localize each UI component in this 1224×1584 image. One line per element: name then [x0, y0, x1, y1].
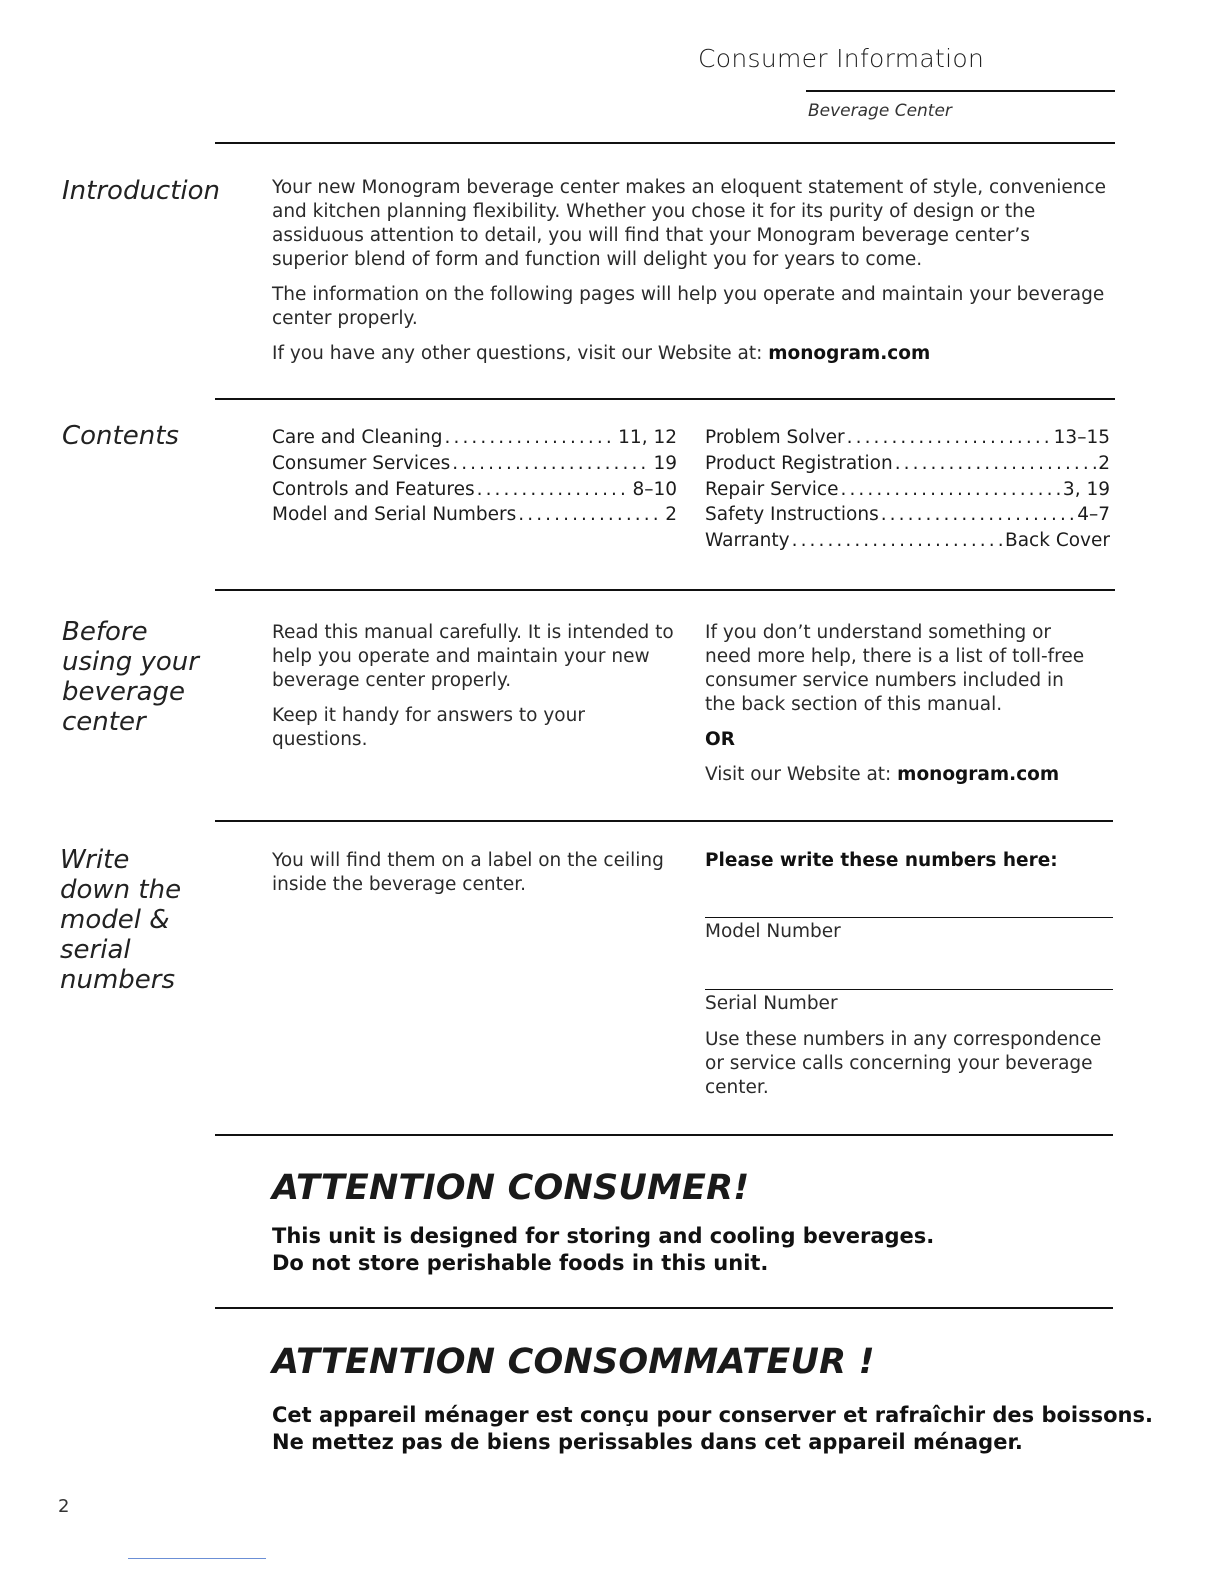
attention-consommateur-text	[272, 1402, 1153, 1456]
toc-label: Warranty	[705, 530, 790, 552]
toc-leader	[477, 477, 631, 503]
section-divider	[215, 1307, 1113, 1309]
introduction-paragraph: The information on the following pages will help you operate and maintain your beverage center properly.	[272, 284, 1105, 329]
before-using-heading	[62, 617, 199, 737]
toc-leader	[847, 425, 1052, 451]
toc-page: 2	[1098, 452, 1110, 474]
paragraph: You will find them on a label on the ceiling inside the beverage center.	[272, 850, 664, 895]
section-divider	[215, 142, 1115, 144]
toc-entry[interactable]	[272, 477, 677, 503]
model-number-write-line[interactable]	[705, 917, 1113, 918]
toc-label: Controls and Features	[272, 478, 475, 500]
introduction-paragraph: Your new Monogram beverage center makes an eloquent statement of style, convenience and kitchen planning flexibility. Whether you chose it for its purity of design or the assiduous attention to detail, you will find that your Monogram beverage center’s superior blend of form and function will delight you for years to come.	[272, 177, 1107, 270]
warning-line: Do not store perishable foods in this unit.	[272, 1251, 769, 1275]
warning-line: Cet appareil ménager est conçu pour conserver et rafraîchir des boissons.	[272, 1403, 1153, 1427]
attention-consumer-text	[272, 1223, 934, 1277]
website-line	[705, 763, 1100, 787]
header-divider	[806, 90, 1115, 92]
attention-consommateur-title: ATTENTION CONSOMMATEUR !	[272, 1342, 875, 1382]
paragraph: Read this manual carefully. It is intended to help you operate and maintain your new beverage center properly.	[272, 622, 674, 691]
toc-leader	[518, 502, 663, 528]
toc-page: 11, 12	[618, 427, 677, 448]
toc-entry[interactable]	[272, 451, 677, 477]
heading-line: using your	[62, 647, 199, 677]
website-prefix: Visit our Website at:	[705, 764, 898, 785]
website-link[interactable]: monogram.com	[897, 764, 1060, 785]
section-divider	[215, 820, 1113, 822]
toc-leader	[840, 477, 1060, 503]
warning-line: Ne mettez pas de biens perissables dans cet appareil ménager.	[272, 1430, 1023, 1454]
toc-leader	[881, 502, 1075, 528]
toc-label: Model and Serial Numbers	[272, 504, 517, 526]
heading-line: model &	[60, 905, 170, 935]
introduction-heading: Introduction	[62, 176, 221, 206]
toc-label: Care and Cleaning	[272, 427, 443, 448]
heading-line: serial	[60, 935, 131, 965]
toc-page: 4–7	[1077, 504, 1110, 526]
toc-label: Consumer Services	[272, 452, 451, 474]
heading-line: Write	[60, 845, 130, 875]
warning-line: This unit is designed for storing and cooling beverages.	[272, 1224, 935, 1248]
website-prefix: If you have any other questions, visit our Website at:	[272, 343, 769, 364]
toc-leader	[792, 528, 1003, 554]
serial-number-write-line[interactable]	[705, 989, 1113, 990]
toc-entry[interactable]	[272, 425, 677, 451]
toc-page: Back Cover	[1005, 530, 1110, 552]
heading-line: beverage	[62, 677, 186, 707]
page-header-subtitle: Beverage Center	[808, 101, 952, 121]
toc-entry[interactable]	[705, 528, 1110, 554]
heading-line: center	[62, 707, 146, 737]
page-number: 2	[58, 1496, 70, 1517]
toc-label: Repair Service	[705, 478, 839, 500]
section-divider	[215, 1134, 1113, 1136]
toc-page: 19	[653, 452, 677, 474]
toc-leader	[895, 451, 1097, 477]
write-down-note: Use these numbers in any correspondence or service calls concerning your beverage center.	[705, 1029, 1102, 1098]
contents-left-column	[272, 425, 677, 528]
write-down-left	[272, 849, 672, 908]
toc-page: 2	[665, 504, 677, 526]
before-using-right	[705, 621, 1100, 798]
before-using-left	[272, 621, 680, 763]
or-label: OR	[705, 729, 735, 750]
section-divider	[215, 398, 1115, 400]
introduction-website-line	[272, 342, 1110, 366]
toc-entry[interactable]	[705, 477, 1110, 503]
toc-label: Product Registration	[705, 452, 893, 474]
introduction-body	[272, 176, 1110, 377]
toc-label: Safety Instructions	[705, 504, 879, 526]
paragraph: Keep it handy for answers to your questions.	[272, 705, 585, 750]
heading-line: down the	[60, 875, 182, 905]
section-divider	[215, 589, 1115, 591]
page-header-title: Consumer Information	[698, 44, 985, 73]
contents-heading: Contents	[62, 421, 179, 451]
contents-right-column	[705, 425, 1110, 554]
toc-leader	[445, 425, 617, 451]
serial-number-label: Serial Number	[705, 993, 838, 1014]
toc-page: 3, 19	[1062, 478, 1110, 500]
toc-page: 13–15	[1053, 427, 1110, 448]
toc-label: Problem Solver	[705, 427, 845, 448]
write-down-heading	[60, 845, 181, 995]
toc-entry[interactable]	[705, 451, 1110, 477]
heading-line: Before	[62, 617, 148, 647]
heading-line: numbers	[60, 965, 176, 995]
toc-leader	[452, 451, 651, 477]
paragraph: If you don’t understand something or need more help, there is a list of toll-free consumer service numbers included in the back section of this manual.	[705, 622, 1085, 715]
toc-entry[interactable]	[705, 502, 1110, 528]
toc-entry[interactable]	[705, 425, 1110, 451]
model-number-label: Model Number	[705, 921, 841, 942]
website-link[interactable]: monogram.com	[768, 343, 931, 364]
write-numbers-heading: Please write these numbers here:	[705, 850, 1058, 871]
toc-page: 8–10	[632, 478, 677, 500]
attention-consumer-title: ATTENTION CONSUMER!	[272, 1168, 750, 1208]
footer-link-underline	[128, 1558, 266, 1559]
toc-entry[interactable]	[272, 502, 677, 528]
